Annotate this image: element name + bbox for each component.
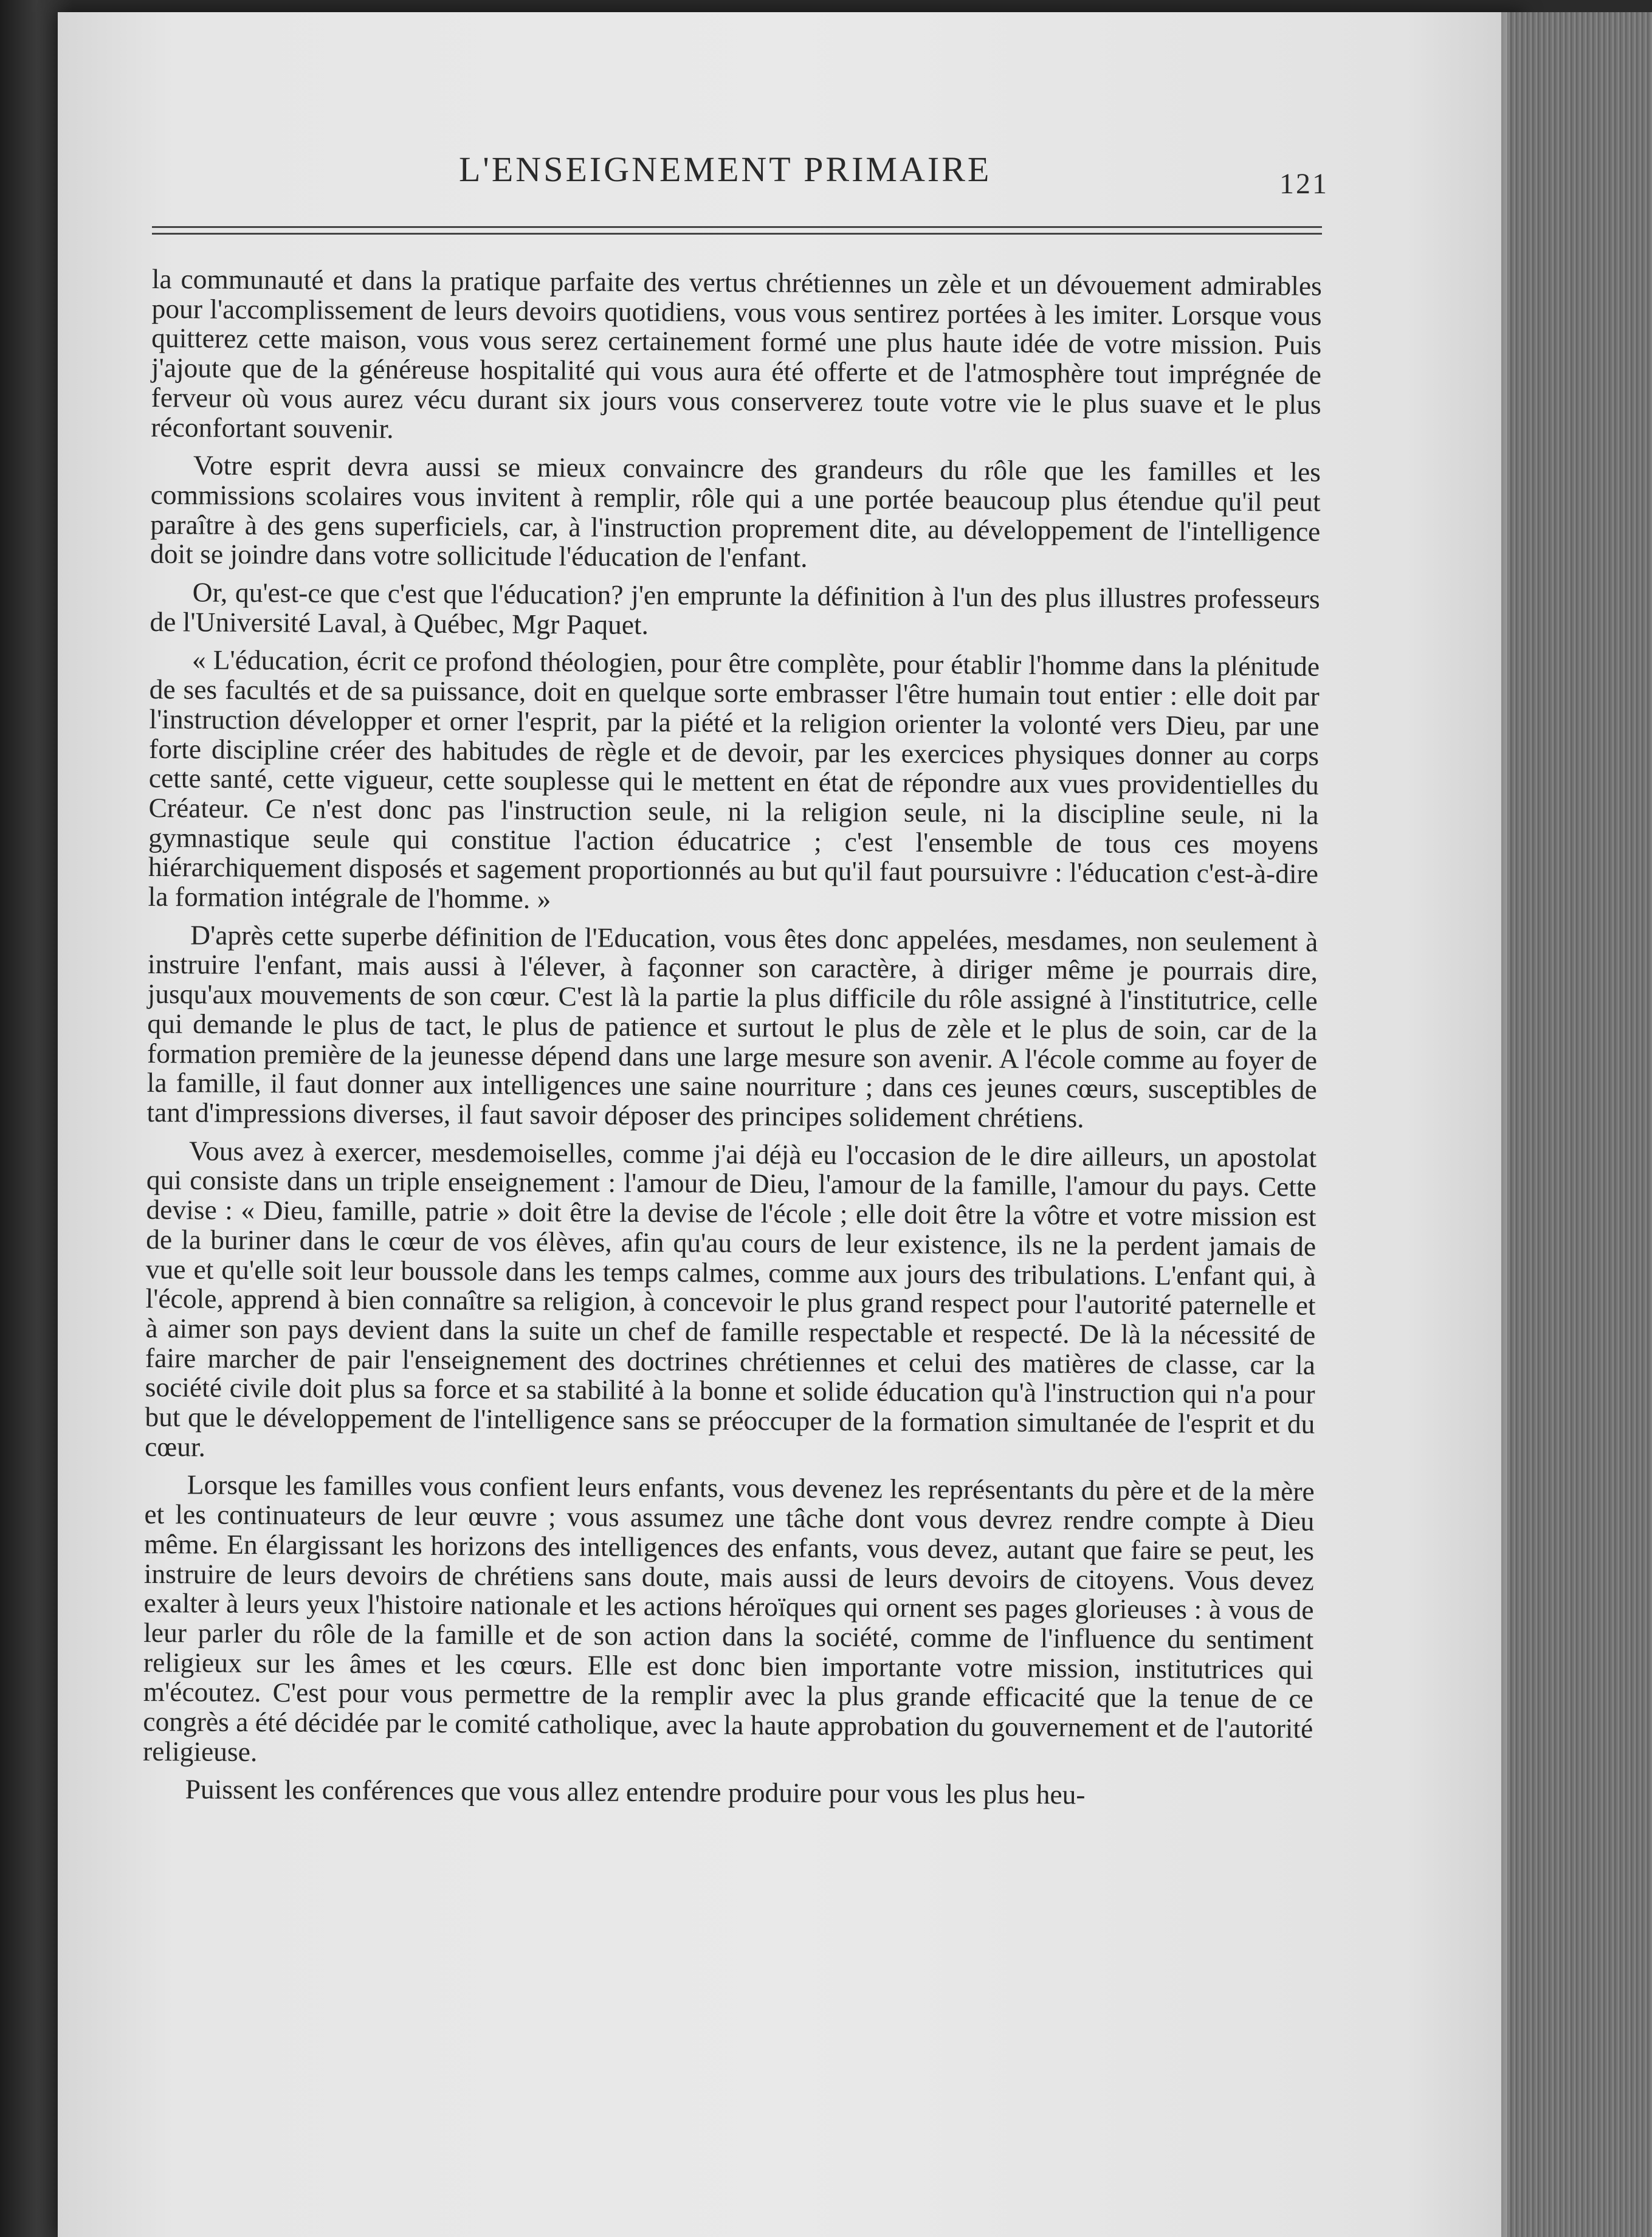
running-head [152, 149, 1368, 204]
paragraph-7: Lorsque les familles vous confient leurs enfants, vous devenez les représentants du père et de la mère et les continuateurs de leur œuvre ; vous assumez une tâche dont vous devrez rendre compte à Dieu même. En élargissant les horizons des intelligences des enfants, vous devez, autant que faire se peut, les instruire de leurs devoirs de chrétiens sans doute, mais aussi de leurs devoirs de citoyens. Vous devez exalter à leurs yeux l'histoire nationale et les actions héroïques qui ornent ses pages glorieuses : à vous de leur parler du rôle de la famille et de son action dans la société, comme de l'influence du sentiment religieux sur les âmes et les cœurs. Elle est donc bien importante votre mission, institutrices qui m'écoutez. C'est pour vous permettre de la remplir avec la plus grande efficacité que la tenue de ce congrès a été décidée par le comité catholique, avec la haute approbation du gouvernement et de l'autorité religieuse. [142, 1469, 1315, 1767]
book-page-edges [1507, 12, 1652, 2237]
paragraph-8: Puissent les conférences que vous allez entendre produire pour vous les plus heu- [185, 1773, 1086, 1810]
paragraph-6: Vous avez à exercer, mesdemoiselles, comme j'ai déjà eu l'occasion de le dire ailleurs, un apostolat qui consiste dans un triple enseignement : l'amour de Dieu, l'amour de la famille, l'amour du pays. Cette devise : « Dieu, famille, patrie » doit être la devise de l'école ; elle doit être la vôtre et votre mission est de la buriner dans le cœur de vos élèves, afin qu'au cours de leur existence, ils ne la perdent jamais de vue et qu'elle soit leur boussole dans les temps calmes, comme aux jours des tribulations. L'enfant qui, à l'école, apprend à bien connaître sa religion, à concevoir le plus grand respect pour l'autorité paternelle et à aimer son pays devient dans la suite un chef de famille respectable et respecté. De là la nécessité de faire marcher de pair l'enseignement des doctrines chrétiennes et celui des matières de classe, car la société civile doit plus sa force et sa stabilité à la bonne et solide éducation qu'à l'instruction qui n'a pour but que le développement de l'intelligence sans se préoccuper de la formation simultanée de l'esprit et du cœur. [144, 1135, 1317, 1463]
paragraph-2: Votre esprit devra aussi se mieux convaincre des grandeurs du rôle que les familles et les commissions scolaires vous invitent à remplir, rôle qui a une portée beaucoup plus étendue qu'il peut paraître à des gens superficiels, car, à l'instruction proprement dite, au développement de l'intelligence doit se joindre dans votre sollicitude l'éducation de l'enfant. [150, 449, 1321, 573]
page-number: 121 [1279, 168, 1329, 200]
running-title: L'ENSEIGNEMENT PRIMAIRE [459, 150, 992, 189]
paragraph-1: la communauté et dans la pratique parfaite des vertus chrétiennes un zèle et un dévouement admirables pour l'accomplissement de leurs devoirs quotidiens, vous vous sentirez portées à les imiter. Lorsque vous quitterez cette maison, vous vous serez certainement formé une plus haute idée de votre mission. Puis j'ajoute que de la généreuse hospitalité qui vous aura été offerte et de l'atmosphère tout imprégnée de ferveur où vous aurez vécu durant six jours vous conserverez toute votre vie le plus suave et le plus réconfortant souvenir. [151, 263, 1322, 444]
paragraph-5: D'après cette superbe définition de l'Education, vous êtes donc appelées, mesdames, non seulement à instruire l'enfant, mais aussi à l'élever, à façonner son caractère, à diriger même je pourrais dire, jusqu'aux mouvements de son cœur. C'est là la partie la plus difficile du rôle assigné à l'institutrice, celle qui demande le plus de tact, le plus de patience et surtout le plus de zèle et le plus de soin, car de la formation première de la jeunesse dépend dans une large mesure son avenir. A l'école comme au foyer de la famille, il faut donner aux intelligences une saine nourriture ; dans ces jeunes cœurs, susceptibles de tant d'impressions diverses, il faut savoir déposer des principes solidement chrétiens. [146, 919, 1318, 1134]
header-double-rule [152, 226, 1322, 235]
paragraph-3: Or, qu'est-ce que c'est que l'éducation? j'en emprunte la définition à l'un des plus illustres professeurs de l'Université Laval, à Québec, Mgr Paquet. [150, 576, 1320, 640]
body-text [142, 264, 1322, 1820]
paragraph-4-quotation: « L'éducation, écrit ce profond théologien, pour être complète, pour établir l'homme dans la plénitude de ses facultés et de sa puissance, doit en quelque sorte embrasser l'être humain tout entier : elle doit par l'instruction développer et orner l'esprit, par la piété et la religion orienter la volonté vers Dieu, par une forte discipline créer des habitudes de règle et de devoir, par les exercices physiques donner au corps cette santé, cette vigueur, cette souplesse qui le mettent en état de répondre aux vues providentielles du Créateur. Ce n'est donc pas l'instruction seule, ni la religion seule, ni la discipline seule, ni la gymnastique seule qui constitue l'action éducatrice ; c'est l'ensemble de tous ces moyens hiérarchiquement disposés et sagement proportionnés au but qu'il faut poursuivre : l'éducation c'est-à-dire la formation intégrale de l'homme. » [148, 644, 1320, 915]
